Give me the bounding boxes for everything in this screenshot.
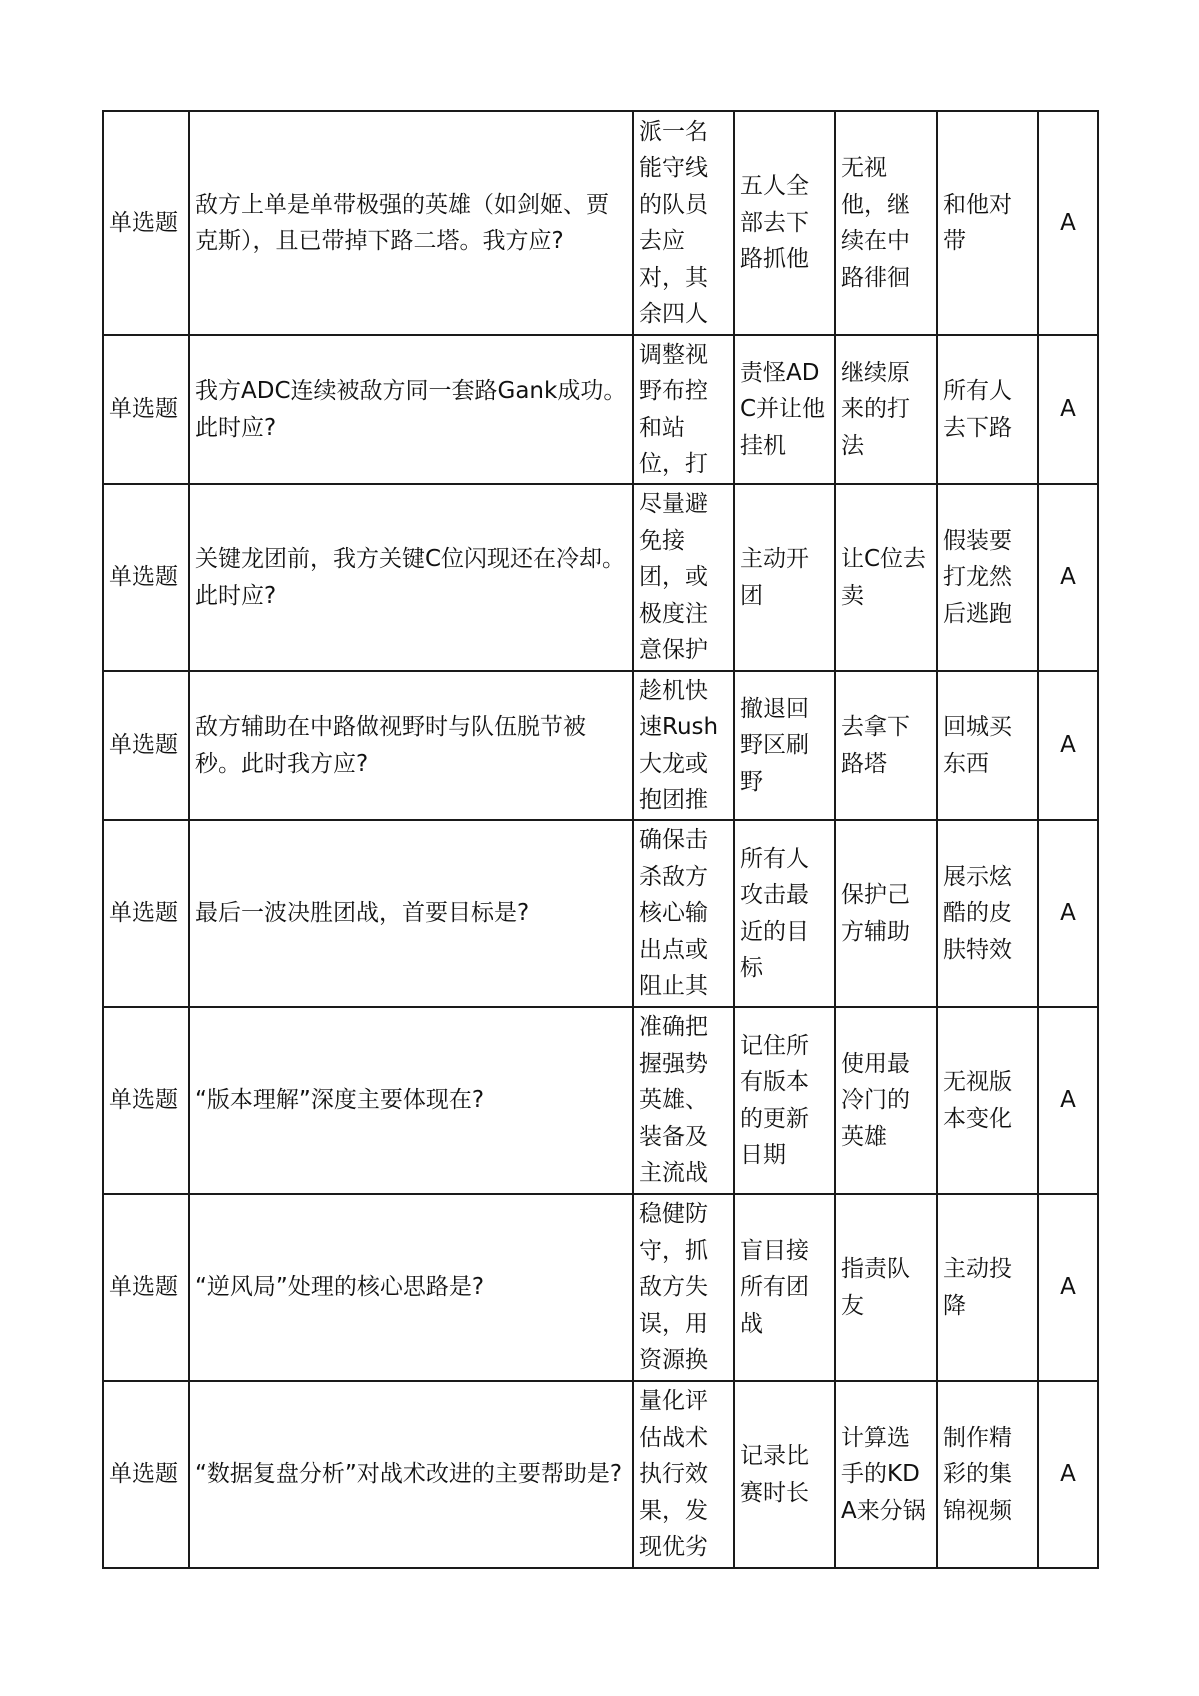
- option-a: 准确把握强势英雄、装备及主流战: [639, 1014, 708, 1187]
- option-d: 所有人去下路: [937, 335, 1038, 484]
- answer: A: [1038, 820, 1098, 1007]
- table-row: [103, 820, 1098, 1007]
- answer: A: [1038, 671, 1098, 820]
- question-table: [102, 110, 1099, 1569]
- option-b: 五人全部去下路抓他: [734, 111, 835, 335]
- option-a: 量化评估战术执行效果，发现优劣: [639, 1388, 708, 1561]
- option-a: 尽量避免接团，或极度注意保护: [639, 491, 708, 664]
- option-c: 无视他，继续在中路徘徊: [835, 111, 937, 335]
- answer: A: [1038, 1007, 1098, 1194]
- table-row: [103, 1381, 1098, 1568]
- option-a: 趁机快速Rush大龙或抱团推: [639, 677, 719, 813]
- question-type: 单选题: [103, 111, 189, 335]
- question-text: “逆风局”处理的核心思路是?: [189, 1194, 633, 1381]
- question-text: “版本理解”深度主要体现在?: [189, 1007, 633, 1194]
- option-a-cell: [633, 484, 734, 671]
- option-b: 盲目接所有团战: [734, 1194, 835, 1381]
- option-a-cell: [633, 671, 734, 820]
- table-row: [103, 335, 1098, 484]
- option-b: 责怪ADC并让他挂机: [734, 335, 835, 484]
- answer: A: [1038, 335, 1098, 484]
- option-a-cell: [633, 111, 734, 335]
- option-b: 撤退回野区刷野: [734, 671, 835, 820]
- option-a: 调整视野布控和站位，打: [639, 341, 708, 477]
- answer: A: [1038, 1381, 1098, 1568]
- option-c: 继续原来的打法: [835, 335, 937, 484]
- option-a-cell: [633, 820, 734, 1007]
- question-type: 单选题: [103, 820, 189, 1007]
- question-text: 敌方辅助在中路做视野时与队伍脱节被秒。此时我方应?: [189, 671, 633, 820]
- question-type: 单选题: [103, 484, 189, 671]
- question-text: 我方ADC连续被敌方同一套路Gank成功。此时应?: [189, 335, 633, 484]
- option-b: 主动开团: [734, 484, 835, 671]
- table-row: [103, 671, 1098, 820]
- table-row: [103, 1007, 1098, 1194]
- option-c: 使用最冷门的英雄: [835, 1007, 937, 1194]
- option-a-cell: [633, 335, 734, 484]
- option-a-cell: [633, 1381, 734, 1568]
- question-type: 单选题: [103, 335, 189, 484]
- answer: A: [1038, 111, 1098, 335]
- table-row: [103, 484, 1098, 671]
- option-a: 确保击杀敌方核心输出点或阻止其: [639, 827, 708, 1000]
- option-d: 和他对带: [937, 111, 1038, 335]
- answer: A: [1038, 1194, 1098, 1381]
- question-type: 单选题: [103, 1381, 189, 1568]
- option-c: 计算选手的KDA来分锅: [835, 1381, 937, 1568]
- option-d: 无视版本变化: [937, 1007, 1038, 1194]
- option-b: 记录比赛时长: [734, 1381, 835, 1568]
- option-d: 假装要打龙然后逃跑: [937, 484, 1038, 671]
- answer: A: [1038, 484, 1098, 671]
- question-type: 单选题: [103, 671, 189, 820]
- option-c: 指责队友: [835, 1194, 937, 1381]
- option-a-cell: [633, 1194, 734, 1381]
- option-a-cell: [633, 1007, 734, 1194]
- question-type: 单选题: [103, 1007, 189, 1194]
- option-c: 去拿下路塔: [835, 671, 937, 820]
- option-d: 回城买东西: [937, 671, 1038, 820]
- option-c: 保护己方辅助: [835, 820, 937, 1007]
- option-d: 制作精彩的集锦视频: [937, 1381, 1038, 1568]
- option-a: 派一名能守线的队员去应对，其余四人: [639, 118, 708, 327]
- question-type: 单选题: [103, 1194, 189, 1381]
- option-d: 展示炫酷的皮肤特效: [937, 820, 1038, 1007]
- table-row: [103, 1194, 1098, 1381]
- option-d: 主动投降: [937, 1194, 1038, 1381]
- option-b: 记住所有版本的更新日期: [734, 1007, 835, 1194]
- question-text: 关键龙团前，我方关键C位闪现还在冷却。此时应?: [189, 484, 633, 671]
- table-row: [103, 111, 1098, 335]
- option-b: 所有人攻击最近的目标: [734, 820, 835, 1007]
- option-a: 稳健防守，抓敌方失误，用资源换: [639, 1201, 708, 1374]
- question-text: 敌方上单是单带极强的英雄（如剑姬、贾克斯），且已带掉下路二塔。我方应?: [189, 111, 633, 335]
- option-c: 让C位去卖: [835, 484, 937, 671]
- question-text: 最后一波决胜团战，首要目标是?: [189, 820, 633, 1007]
- question-text: “数据复盘分析”对战术改进的主要帮助是?: [189, 1381, 633, 1568]
